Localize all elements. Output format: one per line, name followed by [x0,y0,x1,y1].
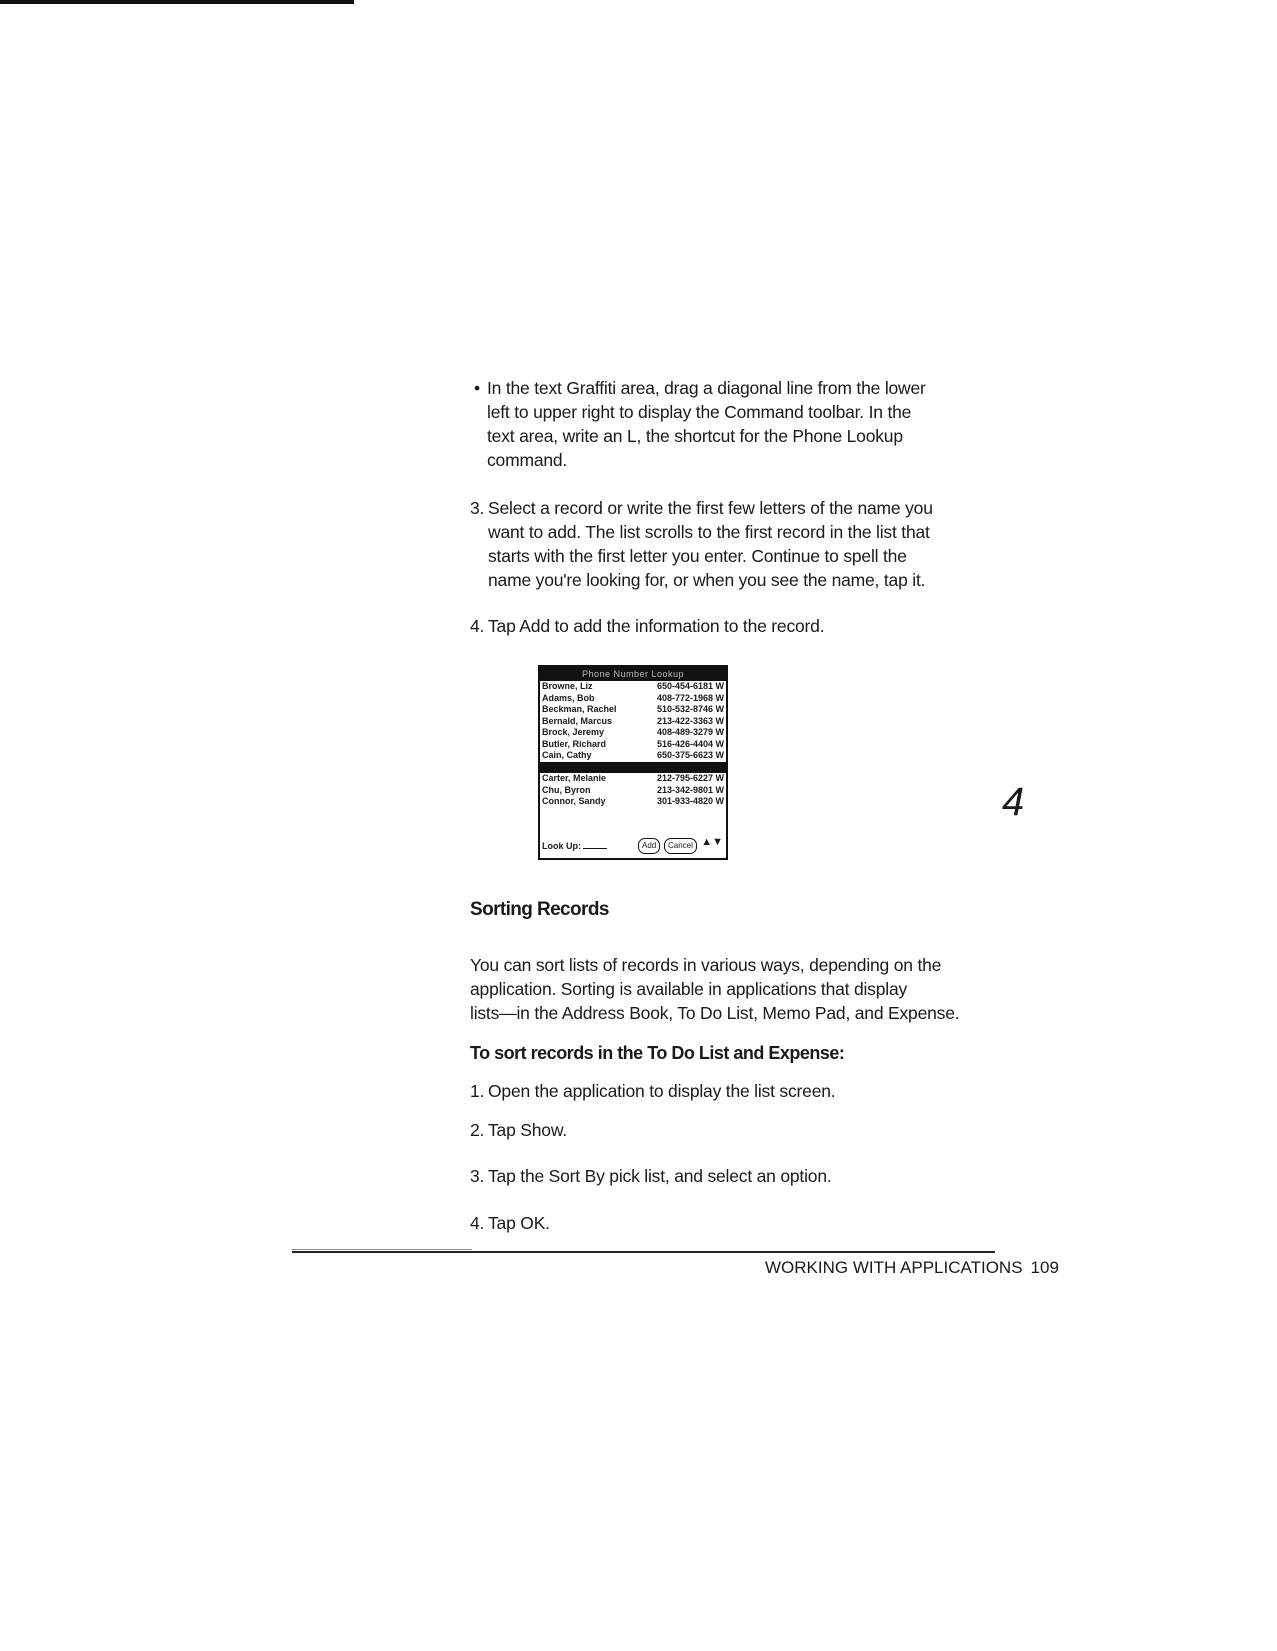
palm-row [540,681,726,693]
palm-row-phone: 408-489-3279 W [656,727,724,737]
scroll-arrows-icon: ▲▼ [701,836,723,848]
palm-row-phone: 516-426-4404 W [656,738,724,749]
scan-edge-bar [0,0,354,4]
page-footer [765,1258,1059,1278]
sort-step-2 [470,1118,960,1142]
step-text: Tap Show. [488,1120,567,1140]
step-number: 3. [470,1166,485,1186]
lookup-field [542,841,607,851]
palm-row-selected [540,762,726,774]
palm-row-name: Beckman, Rachel [542,704,617,714]
palm-row [540,693,726,705]
palm-row-phone: 213-422-3363 W [656,715,724,726]
running-footer: WORKING WITH APPLICATIONS [765,1258,1023,1277]
step-line: Select a record or write the first few letters of the name you [488,498,933,518]
step-number: 2. [470,1120,485,1140]
intro-line: You can sort lists of records in various ways, depending on the [470,955,942,975]
footer-rule-thin [292,1249,472,1250]
palm-row-name: Bernald, Marcus [542,715,613,726]
bullet-line: left to upper right to display the Command toolbar. In the [487,402,912,422]
palm-row-name: Chu, Byron [542,784,591,795]
intro-line: lists—in the Address Book, To Do List, Memo Pad, and Expense. [470,1003,960,1023]
palm-row [540,785,726,797]
palm-row-name: Adams, Bob [542,692,595,703]
step-number: 4. [470,1213,485,1233]
intro-paragraph [470,953,970,1025]
section-heading: Sorting Records [470,899,609,920]
palm-row-phone: 212-795-6227 W [656,773,724,783]
step-text: Open the application to display the list screen. [488,1081,836,1101]
bullet-line: text area, write an L, the shortcut for the Phone Lookup [487,426,903,446]
palm-row-phone: 408-772-1968 W [656,692,724,703]
palm-row [540,796,726,808]
step-line: starts with the first letter you enter. Continue to spell the [488,546,907,566]
palm-row [540,716,726,728]
step-number: 4. [470,616,485,636]
palm-row [540,704,726,716]
step-3 [470,496,960,592]
palm-footer [540,838,726,854]
palm-row-phone: 510-532-8746 W [656,704,724,714]
palm-row-phone: 650-454-6181 W [656,681,724,691]
palm-row [540,727,726,739]
lookup-label: Look Up: [542,841,581,851]
palm-row-name: Carter, Melanie [542,773,607,783]
intro-line: application. Sorting is available in applications that display [470,979,908,999]
page-number: 109 [1030,1258,1059,1277]
palm-row-name: Brock, Jeremy [542,727,605,737]
footer-rule [292,1251,995,1253]
step-number: 1. [470,1081,485,1101]
bullet-marker: • [474,378,480,398]
palm-row-name: Butler, Richard [542,738,607,749]
palm-row-phone: 213-342-9801 W [656,784,724,795]
palm-list [540,681,726,808]
step-4 [470,614,960,638]
sort-step-1 [470,1079,960,1103]
palm-row-phone: 301-933-4820 W [656,796,724,806]
procedure-heading: To sort records in the To Do List and Expense: [470,1043,845,1063]
step-text: Tap the Sort By pick list, and select an option. [488,1166,832,1186]
palm-title: Phone Number Lookup [540,667,726,681]
palm-row-name: Connor, Sandy [542,796,606,806]
bullet-paragraph [474,376,957,472]
palm-row [540,750,726,762]
palm-row [540,739,726,751]
step-line: Tap Add to add the information to the record. [488,616,825,636]
palm-row-name: Cain, Cathy [542,750,592,760]
sort-step-3 [470,1164,960,1188]
step-line: want to add. The list scrolls to the first record in the list that [488,522,930,542]
cancel-button: Cancel [664,838,697,854]
bullet-line: command. [487,450,568,470]
step-number: 3. [470,498,485,518]
step-line: name you're looking for, or when you see the name, tap it. [488,570,926,590]
bullet-line: In the text Graffiti area, drag a diagonal line from the lower [487,378,926,398]
chapter-tab: 4 [1002,780,1025,824]
palm-row [540,773,726,785]
sort-step-4 [470,1211,960,1235]
phone-lookup-screen [538,665,728,860]
add-button: Add [638,838,660,854]
step-text: Tap OK. [488,1213,550,1233]
palm-row-phone: 650-375-6623 W [656,750,724,760]
palm-row-name: Browne, Liz [542,681,593,691]
